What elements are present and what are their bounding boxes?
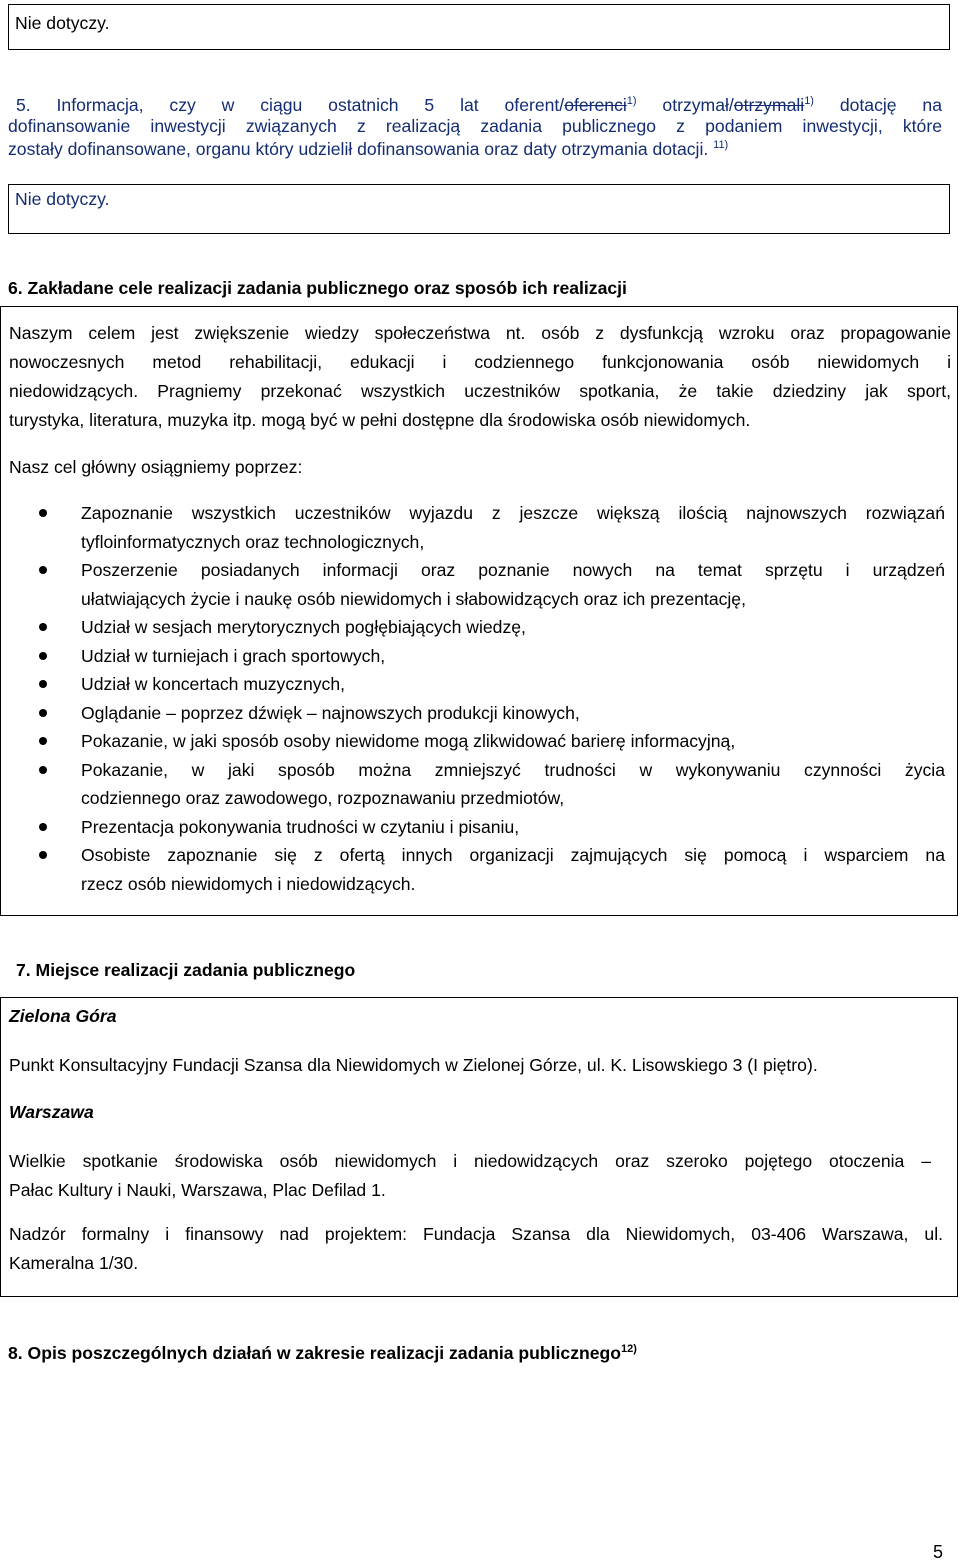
section6-intro-line: turystyka, literatura, muzyka itp. mogą być w pełni dostępne dla środowiska osób niewidomych. bbox=[9, 410, 751, 430]
bullet-icon bbox=[39, 737, 47, 745]
supervision-line: Nadzór formalny i finansowy nad projektem: Fundacja Szansa dla Niewidomych, 03-406 Warszawa, ul. bbox=[9, 1224, 943, 1244]
list-item-line: Zapoznanie wszystkich uczestników wyjazdu z jeszcze większą ilością najnowszych rozwiązań bbox=[81, 503, 945, 523]
section7-content-box bbox=[0, 997, 958, 1297]
list-item-line: Udział w sesjach merytorycznych pogłębiających wiedzę, bbox=[81, 617, 526, 637]
section6-intro-line: niedowidzących. Pragniemy przekonać wszystkich uczestników spotkania, że takie dziedziny jak sport, bbox=[9, 381, 951, 401]
list-item-line: Poszerzenie posiadanych informacji oraz poznanie nowych na temat sprzętu i urządzeń bbox=[81, 560, 945, 580]
list-item bbox=[1, 556, 953, 613]
section6-goal-list bbox=[1, 499, 953, 898]
section6-intro-line: Naszym celem jest zwiększenie wiedzy społeczeństwa nt. osób z dysfunkcją wzroku oraz propagowanie bbox=[9, 323, 951, 343]
bullet-icon bbox=[39, 566, 47, 574]
section6-content-box bbox=[0, 306, 958, 916]
bullet-icon bbox=[39, 680, 47, 688]
page-number: 5 bbox=[933, 1542, 944, 1562]
section5-heading bbox=[8, 95, 942, 160]
supervision-line: Kameralna 1/30. bbox=[9, 1253, 139, 1273]
section5-line1-a: Informacja, czy w ciągu ostatnich 5 lat oferent/ bbox=[56, 95, 565, 115]
list-item bbox=[1, 813, 953, 842]
list-item bbox=[1, 613, 953, 642]
section7-heading: 7. Miejsce realizacji zadania publicznego bbox=[16, 960, 356, 980]
bullet-icon bbox=[39, 823, 47, 831]
section6-goal-intro: Nasz cel główny osiągniemy poprzez: bbox=[9, 457, 303, 477]
section5-strike-oferenci: oferenci bbox=[564, 95, 627, 115]
supervision-text bbox=[9, 1220, 943, 1278]
list-item-line: Udział w koncertach muzycznych, bbox=[81, 674, 346, 694]
section5-footnote-11: 11) bbox=[713, 139, 729, 152]
bullet-icon bbox=[39, 509, 47, 517]
section8-heading bbox=[8, 1343, 637, 1364]
section5-line3: zostały dofinansowane, organu który udzielił dofinansowania oraz daty otrzymania dotacji. bbox=[8, 139, 709, 159]
place-warszawa-line: Pałac Kultury i Nauki, Warszawa, Plac Defilad 1. bbox=[9, 1180, 386, 1200]
list-item-line: tyfloinformatycznych oraz technologicznych, bbox=[81, 531, 425, 552]
bullet-icon bbox=[39, 709, 47, 717]
section8-heading-text: 8. Opis poszczególnych działań w zakresie realizacji zadania publicznego bbox=[8, 1343, 622, 1363]
section6-intro bbox=[9, 319, 951, 435]
section5-footnote-2: 1) bbox=[804, 95, 814, 108]
list-item bbox=[1, 727, 953, 756]
bullet-icon bbox=[39, 766, 47, 774]
section5-strike-otrzymali: otrzymali bbox=[733, 95, 805, 115]
list-item-line: Pokazanie, w jaki sposób można zmniejszyć trudności w wykonywaniu czynności życia bbox=[81, 759, 945, 780]
place-zielona-gora-text: Punkt Konsultacyjny Fundacji Szansa dla Niewidomych w Zielonej Górze, ul. K. Lisowskiego 3 (I piętro). bbox=[9, 1055, 818, 1075]
place-warszawa-line: Wielkie spotkanie środowiska osób niewidomych i niedowidzących oraz szeroko pojętego otoczenia – bbox=[9, 1151, 931, 1171]
bullet-icon bbox=[39, 623, 47, 631]
section6-heading: 6. Zakładane cele realizacji zadania publicznego oraz sposób ich realizacji bbox=[8, 278, 627, 298]
section6-intro-line: nowoczesnych metod rehabilitacji, edukacji i codziennego funkcjonowania osób niewidomych i bbox=[9, 352, 951, 372]
place-warszawa-text bbox=[9, 1147, 931, 1205]
section5-line1-b: otrzymał/ bbox=[636, 95, 734, 115]
list-item bbox=[1, 499, 953, 556]
section5-line1-c: dotację na bbox=[813, 95, 942, 115]
section8-footnote-12: 12) bbox=[621, 1343, 637, 1356]
section5-line2: dofinansowanie inwestycji związanych z realizacją zadania publicznego z podaniem inwestycji, które bbox=[8, 116, 942, 136]
list-item-line: codziennego oraz zawodowego, rozpoznawaniu przedmiotów, bbox=[81, 788, 565, 808]
bullet-icon bbox=[39, 851, 47, 859]
list-item bbox=[1, 670, 953, 699]
top-answer-text: Nie dotyczy. bbox=[15, 13, 110, 33]
top-answer-box bbox=[8, 4, 950, 50]
section5-answer-box bbox=[8, 184, 950, 234]
list-item bbox=[1, 699, 953, 728]
list-item bbox=[1, 841, 953, 898]
list-item-line: ułatwiających życie i naukę osób niewidomych i słabowidzących oraz ich prezentację, bbox=[81, 588, 746, 609]
list-item bbox=[1, 642, 953, 671]
section5-footnote-1: 1) bbox=[626, 95, 637, 108]
place-zielona-gora: Zielona Góra bbox=[9, 1006, 117, 1026]
list-item-line: Udział w turniejach i grach sportowych, bbox=[81, 645, 386, 666]
list-item bbox=[1, 756, 953, 813]
section5-answer-text: Nie dotyczy. bbox=[15, 189, 110, 209]
section5-number: 5. bbox=[16, 95, 31, 115]
list-item-line: Osobiste zapoznanie się z ofertą innych organizacji zajmujących się pomocą i wsparciem na bbox=[81, 845, 945, 865]
list-item-line: Prezentacja pokonywania trudności w czytaniu i pisaniu, bbox=[81, 816, 520, 837]
list-item-line: rzecz osób niewidomych i niedowidzących. bbox=[81, 873, 416, 894]
list-item-line: Oglądanie – poprzez dźwięk – najnowszych produkcji kinowych, bbox=[81, 702, 580, 723]
place-warszawa: Warszawa bbox=[9, 1102, 94, 1122]
bullet-icon bbox=[39, 652, 47, 660]
list-item-line: Pokazanie, w jaki sposób osoby niewidome mogą zlikwidować barierę informacyjną, bbox=[81, 731, 736, 751]
